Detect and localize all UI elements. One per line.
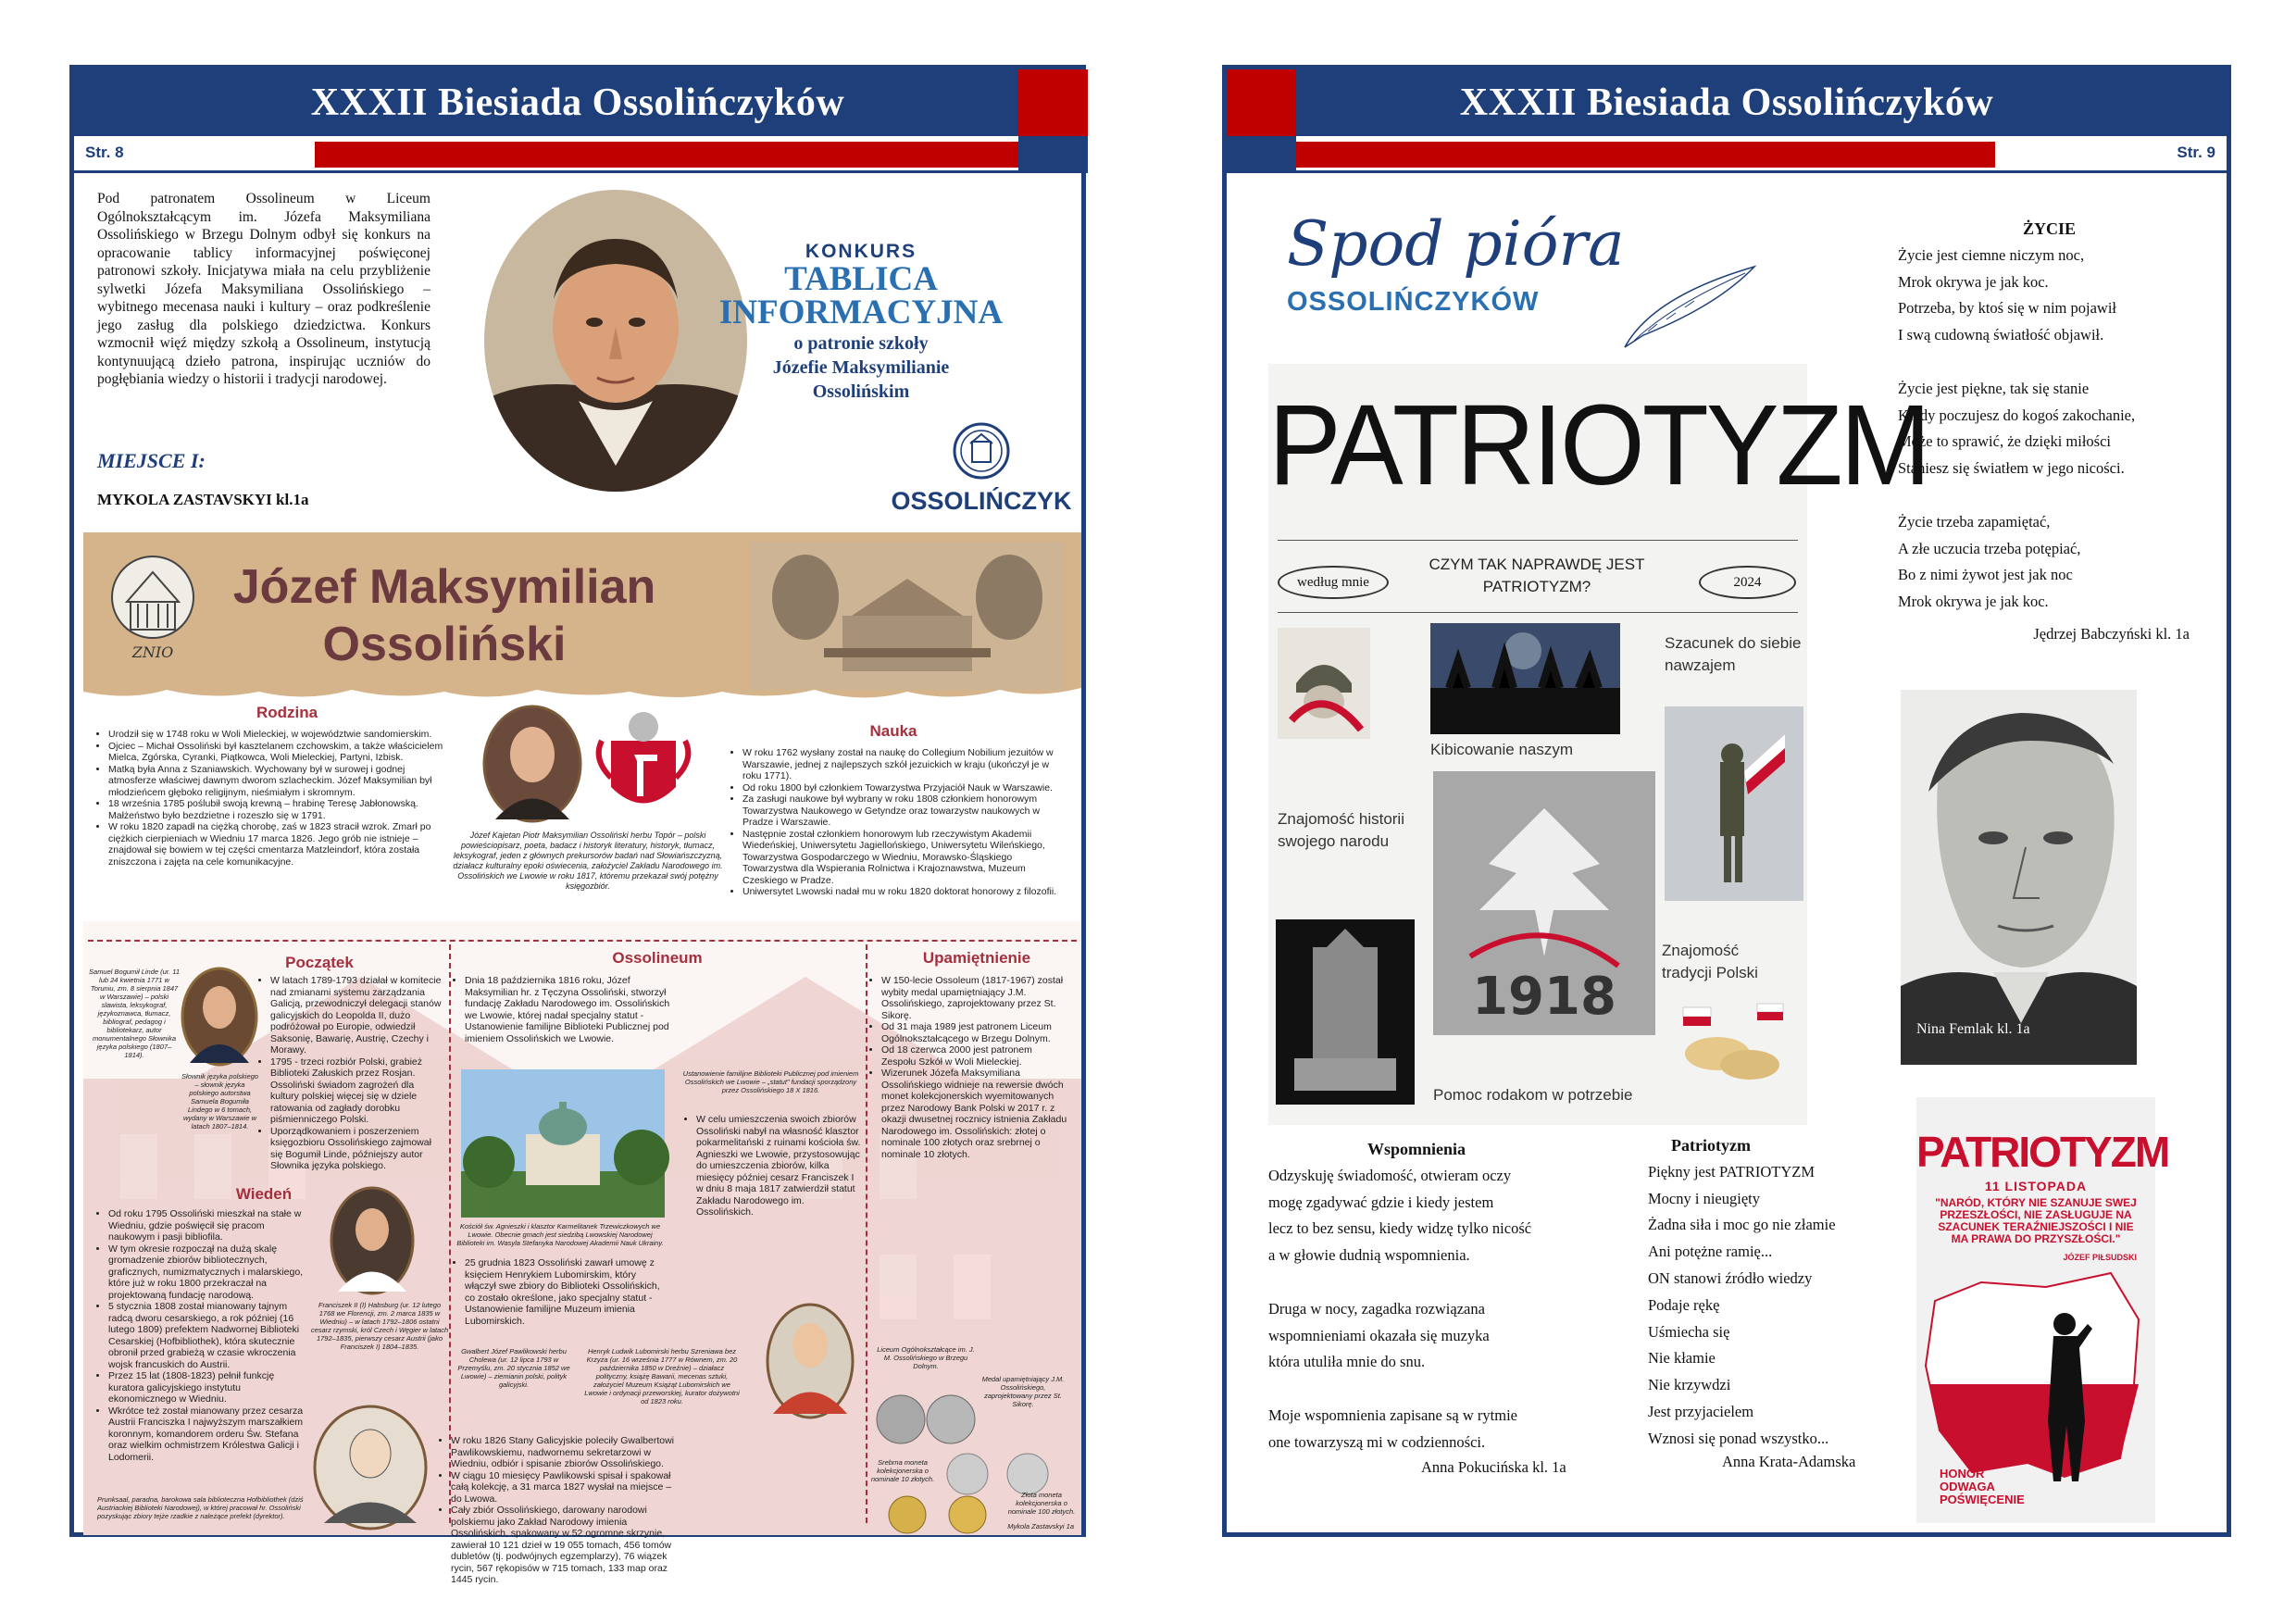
poem-line: Piękny jest PATRIOTYZM <box>1648 1162 1815 1181</box>
poczatek-item: • W latach 1789-1793 działał w komitecie nad zmianami systemu zarządzania Galicją, przewodniczył delegacji stanów galicyjskich do Leopolda II, dużo podróżował po Europie, odwiedził Saksonię, Bawarię, Austrię, Czechy i Morawy. <box>270 975 444 1056</box>
ossolineum-heading: Ossolineum <box>612 949 703 967</box>
header-title: XXXII Biesiada Ossolińczyków <box>310 81 845 124</box>
poster-motto-1: HONOR <box>1940 1467 1985 1480</box>
liceum-caption: Liceum Ogólnokształcące im. J. M. Ossolińskiego w Brzegu Dolnym. <box>877 1345 975 1370</box>
poster-year-text: 1918 <box>1472 967 1616 1027</box>
eagle-1918-poster <box>1433 771 1655 1035</box>
page-left <box>69 65 1086 1585</box>
medal-coins-image <box>875 1392 977 1447</box>
sub-bar-red <box>315 142 1018 168</box>
poem-wspomnienia <box>1268 1136 1620 1456</box>
poem-line: one towarzyszą mi w codzienności. <box>1268 1432 1486 1451</box>
poster-quote-author: JÓZEF PIŁSUDSKI <box>2063 1253 2137 1262</box>
soldier-drawing-image <box>1278 628 1370 739</box>
page-number: Str. 8 <box>85 144 124 161</box>
poem-line: Życie jest ciemne niczym noc, <box>1898 245 2085 264</box>
poem-line: Odzyskuję świadomość, otwieram oczy <box>1268 1166 1512 1184</box>
poster-title <box>222 558 667 673</box>
ossolinski-portrait <box>481 188 750 493</box>
ossolinski-oval-portrait <box>481 704 583 824</box>
wieden-list <box>97 1208 306 1463</box>
poem-wspomnienia-title: Wspomnienia <box>1366 1140 1466 1158</box>
label-pomoc: Pomoc rodakom w potrzebie <box>1433 1086 1633 1104</box>
contest-subtitle-3: Ossolińskim <box>812 381 910 402</box>
poem-line: Życie trzeba zapamiętać, <box>1898 512 2051 531</box>
poem-line: Może to sprawić, że dzięki miłości <box>1898 432 2112 451</box>
rodzina-list <box>97 729 444 868</box>
ossolinski-caption: Józef Kajetan Piotr Maksymilian Ossoliński herbu Topór – polski powieściopisarz, poeta, badacz i historyk literatury, historyk, tłumacz, leksykograf, jeden z głównych prekursorów badań nad Słowiańszczyzną, działacz kulturalny epoki oświecenia, założyciel Zakładu Narodowego im. Ossolińskich we Lwowie w roku 1817, któremu przekazał swój potężny księgozbiór. <box>453 831 723 891</box>
poem-line <box>1898 349 2176 376</box>
linde-portrait <box>181 966 259 1068</box>
poem-line: Żadna siła i moc go nie złamie <box>1648 1216 1836 1234</box>
rodzina-item: • Urodził się w 1748 roku w Woli Mieleckiej, w województwie sandomierskim. <box>108 729 444 741</box>
poem-patriotyzm-lines <box>1648 1159 1926 1453</box>
wieden-heading: Wiedeń <box>235 1185 293 1203</box>
poem-line: Druga w nocy, zagadka rozwiązana <box>1268 1299 1485 1318</box>
ossolineum-church-photo <box>461 1069 665 1218</box>
poem-line: Moje wspomnienia zapisane są w rytmie <box>1268 1405 1517 1424</box>
poem-zycie-title: ŻYCIE <box>2023 219 2077 238</box>
collage-question <box>1416 554 1657 598</box>
poem-line: lecz to bez sensu, kiedy widzę tylko nicość <box>1268 1219 1532 1238</box>
section-divider <box>88 940 1077 942</box>
nauka-item: • Za zasługi naukowe był wybrany w roku 1808 członkiem honorowym Towarzystwa Naukowego w Getyndze oraz towarzystw naukowych w Pradze i Warszawie. <box>742 793 1069 829</box>
poem-line: Bo z nimi żywot jest jak noc <box>1898 566 2073 584</box>
poster-date: 11 LISTOPADA <box>1984 1179 2088 1193</box>
poster-motto <box>1940 1468 2025 1506</box>
poster-signature: Mykola Zastavskyi 1a <box>1007 1522 1074 1530</box>
wieden-item: • W tym okresie rozpoczął na dużą skalę gromadzenie zbiorów bibliotecznych, graficznych, numizmatycznych i malarskiego, które już w roku 1800 przekraczał na projektowaną fundację narodową. <box>108 1243 306 1302</box>
upamietnienie-item: • Od 31 maja 1989 jest patronem Liceum Ogólnokształcącego w Brzegu Dolnym. <box>881 1021 1069 1044</box>
nauka-item: • Następnie został członkiem honorowym lub rzeczywistym Akademii Wiedeńskiej, Uniwersytetu Jagiellońskiego, Uniwersytetu Wileńskiego, Towarzystwa Gospodarczego w Wiedniu, Morawsko-Śląskiego Towarzystwa dla Wspierania Rolnictwa i Krajoznawstwa, Muzeum Czeskiego w Pradze. <box>742 829 1069 887</box>
lubomirski-portrait <box>764 1301 856 1421</box>
poster-motto-3: POŚWIĘCENIE <box>1940 1493 2025 1506</box>
collage-question-line-2: PATRIOTYZM? <box>1482 578 1591 595</box>
sub-bar-navy <box>1018 136 1088 173</box>
poczatek-list <box>259 975 444 1172</box>
poem-line: A złe uczucia trzeba potępiać, <box>1898 539 2081 557</box>
poster-quote: "NARÓD, KTÓRY NIE SZANUJE SWEJ PRZESZŁOŚCI, NIE ZASŁUGUJE NA SZACUNEK TERAŹNIEJSZOŚCI I NIE MA PRAWA DO PRZYSZŁOŚCI." <box>1935 1196 2137 1245</box>
silver-coin-caption: Srebrna moneta kolekcjonerska o nominale 10 złotych. <box>870 1458 935 1483</box>
sub-bar-navy <box>1227 136 1296 173</box>
sub-bar-red <box>1296 142 1995 168</box>
label-kibicowanie: Kibicowanie naszym <box>1430 741 1574 758</box>
label-szacunek-line-1: Szacunek do siebie <box>1665 634 1802 652</box>
wieden-list-2 <box>440 1435 676 1586</box>
collage-title: PATRIOTYZM <box>1268 381 1928 510</box>
poem-line: wspomnieniami okazała się muzyka <box>1268 1326 1490 1344</box>
poem-line: Wznosi się ponad wszystko... <box>1648 1429 1829 1447</box>
quill-pen-icon <box>1616 259 1764 352</box>
ossolineum-item: • Dnia 18 października 1816 roku, Józef Maksymilian hr. z Tęczyna Ossoliński, stworzył fundację Zakładu Narodowego im. Ossolińskich we Lwowie, której nadał specjalny statut - Ustanowienie familijne Biblioteki Publicznej pod imieniem Ossolińskich we Lwowie. <box>465 975 676 1044</box>
poem-patriotyzm-author: Anna Krata-Adamska <box>1722 1453 1856 1470</box>
page-number: Str. 9 <box>2177 144 2215 161</box>
poster-title-line-1: Józef Maksymilian <box>232 560 656 614</box>
poem-line: a w głowie dudnią wspomnienia. <box>1268 1246 1470 1265</box>
ossolineum-list-3 <box>454 1257 667 1327</box>
pawlikowski-portrait <box>310 1403 430 1532</box>
ossolinczyk-emblem-icon <box>952 421 1011 481</box>
header-title: XXXII Biesiada Ossolińczyków <box>1459 81 1994 124</box>
rodzina-item: • Matką była Anna z Szaniawskich. Wychowany był w surowej i godnej atmosferze właściwej dawnym dworom szlacheckim. Józef Maksymilian był młodzieńcem głęboko religijnym, nieśmiałym i skromnym. <box>108 764 444 799</box>
upamietnienie-item: • Wizerunek Józefa Maksymiliana Ossolińskiego widnieje na rewersie dwóch monet kolekcjonerskich wyemitowanych przez Narodowy Bank Polski w 2017 r. z okazji dwusetnej rocznicy istnienia Zakładu Narodowego im. Ossolińskich: złotej o nominale 100 złotych oraz srebrnej o nominale 10 złotych. <box>881 1068 1069 1160</box>
poem-line <box>1898 482 2176 509</box>
poem-line: I swą cudowną światłość objawił. <box>1898 326 2104 344</box>
contest-subtitle-2: Józefie Maksymilianie <box>772 357 950 378</box>
intro-paragraph: Pod patronatem Ossolineum w Liceum Ogólnokształcącym im. Józefa Maksymiliana Ossolińskiego w Brzegu Dolnym odbył się konkurs na opracowanie tablicy informacyjnej poświęconej patronowi szkoły. Inicjatywa miała na celu przybliżenie sylwetki Józefa Maksymiliana Ossolińskiego – wybitnego mecenasa nauki i kultury – oraz podkreślenie jego zasług dla polskiego dziedzictwa. Konkurs wzmocnił więź między szkołą a Ossolineum, instytucją kontynuującą dzieło patrona, inspirując uczniów do pogłębiania wiedzy o historii i tradycji narodowej. <box>97 191 430 387</box>
poem-line: Nie krzywdzi <box>1648 1376 1731 1394</box>
collage-left-pill: według mnie <box>1278 566 1389 599</box>
poem-line: Kiedy poczujesz do kogoś zakochanie, <box>1898 406 2136 424</box>
nauka-item: • Uniwersytet Lwowski nadał mu w roku 1820 doktorat honorowy z filozofii. <box>742 886 1069 898</box>
nauka-heading: Nauka <box>869 722 917 740</box>
wieden-item: • W ciągu 10 miesięcy Pawlikowski spisał i spakował całą kolekcję, a 31 marca 1827 wysłał na miejsce – do Lwowa. <box>451 1470 676 1505</box>
upamietnienie-item: • Od 18 czerwca 2000 jest patronem Zespołu Szkół w Woli Mieleckiej. <box>881 1044 1069 1068</box>
collage-question-line-1: CZYM TAK NAPRAWDĘ JEST <box>1429 556 1645 573</box>
label-historia-line-2: swojego narodu <box>1278 832 1390 850</box>
statut-caption: Ustanowienie familijne Biblioteki Publicznej pod imieniem Ossolińskich we Lwowie – „statut" fundacji sporządzony przez Ossolińskiego 18 X 1816. <box>682 1069 859 1094</box>
poem-patriotyzm <box>1648 1132 1926 1453</box>
slownik-caption: Słownik języka polskiego – słownik języka polskiego autorstwa Samuela Bogumiła Lindego w 6 tomach, wydany w Warszawie w latach 1807–1814. <box>181 1072 258 1131</box>
monument-photo <box>1276 919 1415 1105</box>
label-tradycja-line-2: tradycji Polski <box>1662 964 1758 981</box>
label-szacunek <box>1665 632 1801 677</box>
upamietnienie-list <box>870 975 1069 1160</box>
poem-line: Staniesz się światłem w jego nicości. <box>1898 459 2125 478</box>
poem-zycie <box>1898 216 2176 616</box>
pencil-portrait-drawing <box>1901 690 2137 1065</box>
wieden-item: • Przez 15 lat (1808-1823) pełnił funkcję kuratora galicyjskiego instytutu ekonomicznego w Wiedniu. <box>108 1370 306 1405</box>
church-caption: Kościół św. Agnieszki i klasztor Karmelitanek Trzewiczkowych we Lwowie. Obecnie gmach jest siedzibą Lwowskiej Narodowej Biblioteki im. Wasyla Stefanyka Narodowej Akademii Nauk Ukrainy. <box>456 1222 664 1247</box>
poem-line: ON stanowi źródło wiedzy <box>1648 1268 1813 1287</box>
page-right <box>1222 65 2231 1537</box>
rodzina-item: • W roku 1820 zapadł na ciężką chorobę, zaś w 1823 stracił wzrok. Zmarł po ciężkich cierpieniach w Wiedniu 17 marca 1826. Jego grób nie istnieje – znajdował się bowiem w tej części cmentarza Matzleindorf, która została zniszczona i zajęta na cele komunikacyjne. <box>108 821 444 868</box>
label-historia-line-1: Znajomość historii <box>1278 810 1404 828</box>
info-board-poster <box>83 532 1081 1585</box>
contest-title-2: INFORMACYJNA <box>718 294 1004 331</box>
poem-line: Podaje rękę <box>1648 1295 1720 1314</box>
place-label: MIEJSCE I: <box>97 449 206 472</box>
franz-caption: Franciszek II (I) Habsburg (ur. 12 lutego 1768 we Florencji, zm. 2 marca 1835 w Wiedniu) – w latach 1792–1806 ostatni cesarz rzymski, król Czech i Węgier w latach 1792–1835, pierwszy cesarz Austrii (jako Franciszek I) 1804–1835. <box>310 1301 449 1351</box>
poem-line: Życie jest piękne, tak się stanie <box>1898 379 2090 397</box>
ossolineum-list-2 <box>685 1114 861 1218</box>
nauka-item: • W roku 1762 wysłany został na naukę do Collegium Nobilium jezuitów w Warszawie, jednej z najlepszych szkół jezuickich w kraju (ukończył je w roku 1771). <box>742 747 1069 782</box>
znio-building-logo <box>106 546 199 667</box>
poem-zycie-lines <box>1898 243 2176 616</box>
poem-patriotyzm-title: Patriotyzm <box>1671 1136 1751 1155</box>
ossolineum-list <box>454 975 676 1044</box>
sub-bar <box>74 136 1081 173</box>
poster-motto-2: ODWAGA <box>1940 1480 1995 1493</box>
label-tradycja-line-1: Znajomość <box>1662 942 1740 959</box>
patriotism-collage <box>1268 364 1928 1125</box>
header-bar <box>1227 69 2227 136</box>
poem-line: mogę zgadywać gdzie i kiedy jestem <box>1268 1193 1494 1211</box>
gold-coin-caption: Złota moneta kolekcjonerska o nominale 100 złotych. <box>1007 1491 1076 1516</box>
contest-title-block <box>713 241 1009 402</box>
patriotyzm-poster <box>1916 1097 2169 1523</box>
section-script-title: Spod pióra <box>1287 208 1625 280</box>
poem-line <box>1268 1376 1620 1403</box>
collage-rule <box>1278 612 1798 613</box>
poem-line: która utuliła mnie do snu. <box>1268 1353 1426 1371</box>
poczatek-heading: Początek <box>285 954 354 971</box>
ossolineum-item: • W celu umieszczenia swoich zbiorów Ossoliński nabył na własność klasztor pokarmelitański z ruinami kościoła św. Agnieszki we Lwowie, przystosowując do umieszczenia zbiorów, kilka miesięcy później cesarz Franciszek I w dniu 8 maja 1817 zatwierdził statut Zakładu Narodowego im. Ossolińskich. <box>696 1114 861 1218</box>
rodzina-item: • Ojciec – Michał Ossoliński był kasztelanem czchowskim, a także właścicielem Mielca, Zgórska, Cyranki, Piątkowca, Woli Mieleckiej, Partyni, Izbisk. <box>108 741 444 764</box>
wieden-item: • Od roku 1795 Ossoliński mieszkał na stałe w Wiedniu, gdzie poświęcił się pracom naukowym i pasji bibliofila. <box>108 1208 306 1243</box>
label-tradycja <box>1662 940 1758 984</box>
poczatek-item: • 1795 - trzeci rozbiór Polski, grabież Biblioteki Załuskich przez Rosjan. Ossoliński świadom zagrożeń dla kultury polskiej więcej się w dziele ratowania od zagłady dorobku piśmienniczego Polski. <box>270 1056 444 1126</box>
nauka-list <box>731 747 1069 898</box>
rodzina-item: • 18 września 1785 poślubił swoją krewną – hrabinę Teresę Jabłonowską. Małżeństwo było bezdzietne i rozeszło się w 1791. <box>108 798 444 821</box>
contest-title-1: TABLICA <box>784 260 938 298</box>
ossolinczyk-logo <box>889 421 1074 516</box>
contest-kicker: KONKURS <box>805 241 917 262</box>
linde-caption: Samuel Bogumił Linde (ur. 11 lub 24 kwietnia 1771 w Toruniu, zm. 8 sierpnia 1847 w Warszawie) – polski slawista, leksykograf, językoznawca, tłumacz, bibliograf, pedagog i bibliotekarz, autor monumentalnego Słownika języka polskiego (1807–1814). <box>89 968 180 1059</box>
poster-title: PATRIOTYZM <box>1916 1128 2169 1176</box>
ossolineum-item: • 25 grudnia 1823 Ossoliński zawarł umowę z księciem Henrykiem Lubomirskim, który włączył swe zbiory do Biblioteki Ossolińskich, co zostało określone, jako specjalny statut - Ustanowienie familijne Muzeum imienia Lubomirskich. <box>465 1257 667 1327</box>
poem-zycie-author: Jędrzej Babczyński kl. 1a <box>2033 625 2190 643</box>
section-subtitle: OSSOLIŃCZYKÓW <box>1287 287 1540 317</box>
prunksaal-caption: Prunksaal, paradna, barokowa sala biblioteczna Hofbibliothek (dziś Austriackiej Biblioteki Narodowej), w której pracował hr. Ossoliński pozyskując zbiory tejże rzadkie z należące prefekt (dyrektor). <box>97 1495 304 1520</box>
sub-bar <box>1227 136 2227 173</box>
franz-portrait <box>329 1185 417 1296</box>
header-red-square <box>1227 69 1296 136</box>
nauka-item: • Od roku 1800 był członkiem Towarzystwa Przyjaciół Nauk w Warszawie. <box>742 782 1069 794</box>
poem-line: Potrzeba, by ktoś się w nim pojawił <box>1898 299 2117 318</box>
pawlikowski-caption: Gwalbert Józef Pawlikowski herbu Cholewa (ur. 12 lipca 1793 w Przemyślu, zm. 20 stycznia 1852 we Lwowie) – ziemianin polski, polityk galicyjski. <box>457 1347 570 1389</box>
poem-line: Uśmiecha się <box>1648 1322 1730 1341</box>
pierogi-flag-image <box>1676 998 1791 1086</box>
poem-line: Ani potężne ramię... <box>1648 1243 1773 1261</box>
drawing-author: Nina Femlak kl. 1a <box>1916 1021 2030 1037</box>
poem-line: Mrok okrywa je jak koc. <box>1898 272 2049 291</box>
winner-name: MYKOLA ZASTAVSKYI kl.1a <box>97 491 309 508</box>
upamietnienie-item: • W 150-lecie Ossoleum (1817-1967) został wybity medal upamiętniający J.M. Ossolińskiego, zaprojektowany przez St. Sikorę. <box>881 975 1069 1021</box>
column-divider <box>866 944 867 1523</box>
collage-rule <box>1278 540 1798 541</box>
wieden-item: • Cały zbiór Ossolińskiego, darowany narodowi polskiemu jako Zakład Narodowy imienia Ossolińskich, spakowany w 52 ogromne skrzynie, zawierał 10 121 dzieł w 19 055 tomach, 456 tomów dubletów (tj. podwójnych egzemplarzy), 76 wiązek rycin, 567 rękopisów w 715 tomach, 133 map oraz 1445 rycin. <box>451 1505 676 1586</box>
upamietnienie-heading: Upamiętnienie <box>922 949 1031 967</box>
topor-coat-of-arms <box>593 704 694 824</box>
engraving-collage-image <box>750 542 1065 690</box>
label-historia <box>1278 808 1404 853</box>
wieden-item: • 5 stycznia 1808 został mianowany tajnym radcą dworu cesarskiego, a rok później (16 lutego 1809) prefektem Nadwornej Biblioteki Cesarskiej (Hofbibliothek), która skutecznie obronił przed grabieżą w czasie wkroczenia wojsk francuskich do Austrii. <box>108 1301 306 1370</box>
wieden-item: • Wkrótce też został mianowany przez cesarza Austrii Franciszka I najwyższym marszałkiem koronnym, komandorem orderu Św. Stefana oraz wielkim ochmistrzem Królestwa Galicji i Lodomerii. <box>108 1405 306 1464</box>
header-bar <box>74 69 1081 136</box>
poem-wspomnienia-lines <box>1268 1163 1620 1456</box>
znio-caption: ZNIO <box>131 643 174 661</box>
medal-caption: Medal upamiętniający J.M. Ossolińskiego, zaprojektowany przez St. Sikorę. <box>981 1375 1065 1408</box>
contest-subtitle-1: o patronie szkoły <box>793 333 929 354</box>
label-szacunek-line-2: nawzajem <box>1665 656 1736 674</box>
wieden-item: • W roku 1826 Stany Galicyjskie poleciły Gwalbertowi Pawlikowskiemu, nadwornemu sekretarzowi w Wiedniu, odbiór i spisanie zbiorów Ossolińskiego. <box>451 1435 676 1470</box>
lubomirski-caption: Henryk Ludwik Lubomirski herbu Szreniawa bez Krzyża (ur. 16 września 1777 w Równem, zm. 20 października 1850 w Dreźnie) – działacz polityczny, książę Bawarii, mecenas sztuki, założyciel Muzeum Książąt Lubomirskich we Lwowie i ordynacji przeworskiej, kurator dożywotni od 1823 roku. <box>584 1347 740 1405</box>
soldier-flag-photo <box>1665 706 1803 901</box>
collage-year-pill: 2024 <box>1699 566 1796 599</box>
stadium-fans-image <box>1430 623 1620 734</box>
poem-wspomnienia-author: Anna Pokucińska kl. 1a <box>1421 1458 1566 1476</box>
poczatek-item: • Uporządkowaniem i poszerzeniem księgozbioru Ossolińskiego zajmował się Bogumił Linde, późniejszy autor Słownika języka polskiego. <box>270 1126 444 1172</box>
ossolinczyk-logo-text: OSSOLIŃCZYK <box>891 487 1072 515</box>
poem-line: Mocny i nieugięty <box>1648 1189 1760 1207</box>
header-red-square <box>1018 69 1088 136</box>
rodzina-heading: Rodzina <box>256 704 318 721</box>
poem-line <box>1268 1269 1620 1296</box>
poem-line: Jest przyjacielem <box>1648 1402 1754 1420</box>
poem-line: Nie kłamie <box>1648 1349 1716 1368</box>
poem-line: Mrok okrywa je jak koc. <box>1898 593 2049 611</box>
poster-title-line-2: Ossoliński <box>322 618 567 671</box>
